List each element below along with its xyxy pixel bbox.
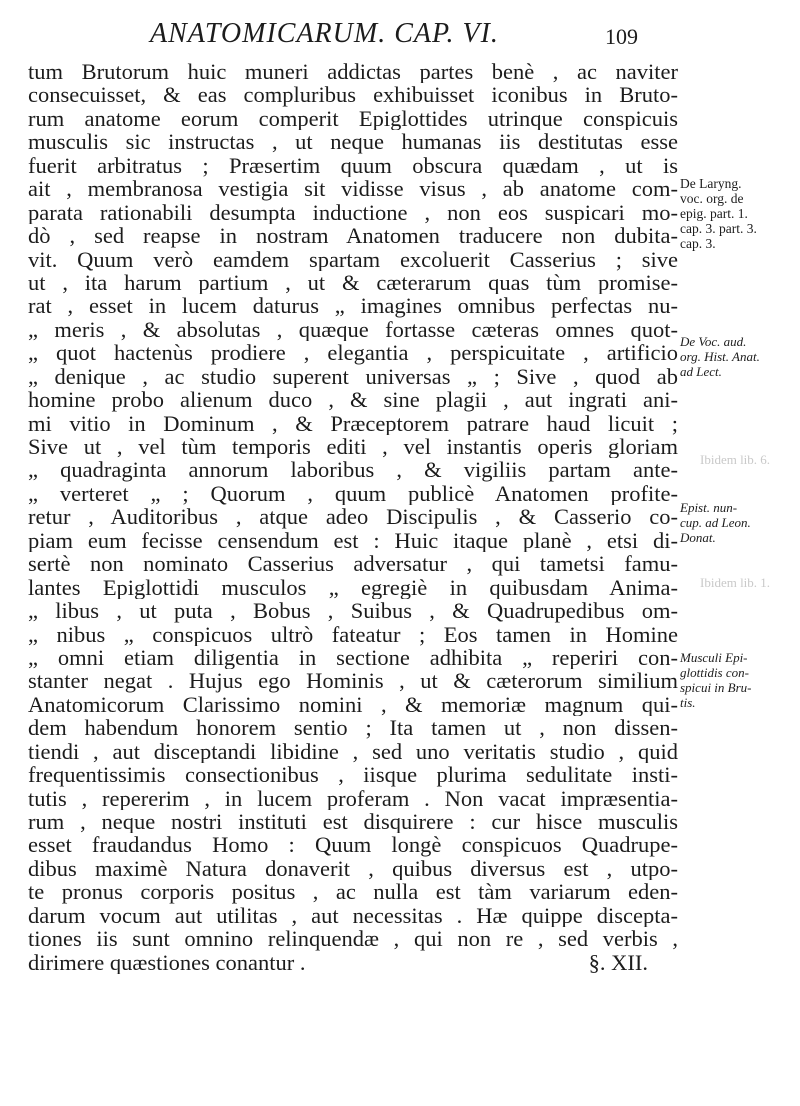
bleed-through-text: Ibidem lib. 1. — [700, 575, 771, 590]
margin-note-line: De Laryng. — [680, 176, 742, 191]
margin-note-line: voc. org. de — [680, 191, 744, 206]
margin-note-line: org. Hist. Anat. — [680, 349, 760, 364]
text-line: „ nibus „ conspicuos ultrò fateatur ; Eos tamen in Homine — [28, 622, 678, 646]
text-line: „ meris , & absolutas , quæque fortasse cæteras omnes quot- — [28, 317, 678, 342]
body-text — [28, 60, 678, 974]
page-number: 109 — [605, 24, 638, 49]
text-line: dibus maximè Natura donaverit , quibus diversus est , utpo- — [28, 856, 678, 881]
text-line: „ libus , ut puta , Bobus , Suibus , & Quadrupedibus om- — [28, 599, 678, 623]
margin-note-line: ad Lect. — [680, 364, 722, 379]
text-line: „ denique , ac studio superent universas „ ; Sive , quod ab — [28, 364, 678, 389]
text-line: rum , neque nostri instituti est disquirere : cur hisce musculis — [28, 810, 678, 834]
text-line: piam eum fecisse censendum est : Huic itaque planè , etsi di- — [28, 528, 678, 553]
text-line: tiendi , aut disceptandi libidine , sed uno veritatis studio , quid — [28, 739, 678, 764]
text-line: Sive ut , vel tùm temporis editi , vel instantis operis gloriam — [28, 435, 678, 459]
text-line: Anatomicorum Clarissimo nomini , & memoriæ magnum qui- — [28, 692, 678, 717]
margin-note-line: tis. — [680, 695, 696, 710]
text-line: dem habendum honorem sentio ; Ita tamen ut , non dissen- — [28, 716, 678, 740]
margin-note-musculi — [680, 650, 798, 710]
margin-note-larynx — [680, 176, 798, 251]
text-line: „ omni etiam diligentia in sectione adhibita „ reperiri con- — [28, 645, 678, 670]
margin-note-line: cap. 3. — [680, 236, 716, 251]
text-line: fuerit arbitratus ; Præsertim quum obscura quædam , ut is — [28, 153, 678, 178]
text-line: te pronus corporis positus , ac nulla est tàm variarum eden- — [28, 880, 678, 904]
text-line: esset fraudandus Homo : Quum longè conspicuos Quadrupe- — [28, 833, 678, 857]
text-line: dò , sed reapse in nostram Anatomen traducere non dubita- — [28, 224, 678, 248]
text-line: tutis , repererim , in lucem proferam . Non vacat impræsentia- — [28, 786, 678, 810]
text-line: rat , esset in lucem daturus „ imagines omnibus perfectas nu- — [28, 294, 678, 318]
text-line: darum vocum aut utilitas , aut necessitas . Hæ quippe discepta- — [28, 903, 678, 928]
margin-note-epistola — [680, 500, 798, 545]
text-line: ut , ita harum partium , ut & cæterarum quas tùm promise- — [28, 270, 678, 295]
final-line-row — [28, 951, 678, 974]
margin-note-de-voc — [680, 334, 798, 379]
text-line: tiones iis sunt omnino relinquendæ , qui non re , sed verbis , — [28, 927, 678, 951]
margin-note-line: glottidis con- — [680, 665, 749, 680]
text-line: mi vitio in Dominum , & Præceptorem patrare haud licuit ; — [28, 411, 678, 435]
text-line: „ quot hactenùs prodiere , elegantia , perspicuitate , artificio — [28, 341, 678, 365]
final-line: dirimere quæstiones conantur . — [28, 950, 306, 975]
text-line: frequentissimis consectionibus , iisque plurima sedulitate insti- — [28, 763, 678, 787]
running-head: ANATOMICARUM. CAP. VI. — [150, 18, 499, 49]
margin-note-line: cup. ad Leon. — [680, 515, 751, 530]
text-line: ait , membranosa vestigia sit vidisse visus , ab anatome com- — [28, 177, 678, 201]
section-mark: §. XII. — [588, 950, 648, 975]
text-line: parata rationabili desumpta inductione , non eos suspicari mo- — [28, 200, 678, 225]
text-line: lantes Epiglottidi musculos „ egregiè in quibusdam Anima- — [28, 575, 678, 600]
text-line: „ verteret „ ; Quorum , quum publicè Anatomen profite- — [28, 481, 678, 506]
bleed-through-text: Ibidem lib. 6. — [700, 452, 771, 467]
text-line: tum Brutorum huic muneri addictas partes benè , ac naviter — [28, 60, 678, 84]
text-line: homine probo alienum duco , & sine plagii , aut ingrati ani- — [28, 388, 678, 412]
text-line: sertè non nominato Casserius adversatur , qui tametsi famu- — [28, 552, 678, 576]
text-line: „ quadraginta annorum laboribus , & vigiliis partam ante- — [28, 458, 678, 482]
margin-note-line: epig. part. 1. — [680, 206, 748, 221]
margin-note-line: Musculi Epi- — [680, 650, 748, 665]
margin-note-line: Donat. — [680, 530, 716, 545]
text-line: retur , Auditoribus , atque adeo Discipulis , & Casserio co- — [28, 505, 678, 529]
text-line: vit. Quum verò eamdem spartam excoluerit Casserius ; sive — [28, 247, 678, 271]
margin-note-line: cap. 3. part. 3. — [680, 221, 757, 236]
text-line: consecuisset, & eas compluribus exhibuisset iconibus in Bruto- — [28, 83, 678, 107]
margin-note-line: De Voc. aud. — [680, 334, 747, 349]
text-line: musculis sic instructas , ut neque humanas iis destitutas esse — [28, 130, 678, 154]
text-line: stanter negat . Hujus ego Hominis , ut & cæterorum similium — [28, 669, 678, 693]
margin-note-line: spicui in Bru- — [680, 680, 752, 695]
text-line: rum anatome eorum comperit Epiglottides utrinque conspicuis — [28, 106, 678, 131]
margin-note-line: Epist. nun- — [680, 500, 738, 515]
